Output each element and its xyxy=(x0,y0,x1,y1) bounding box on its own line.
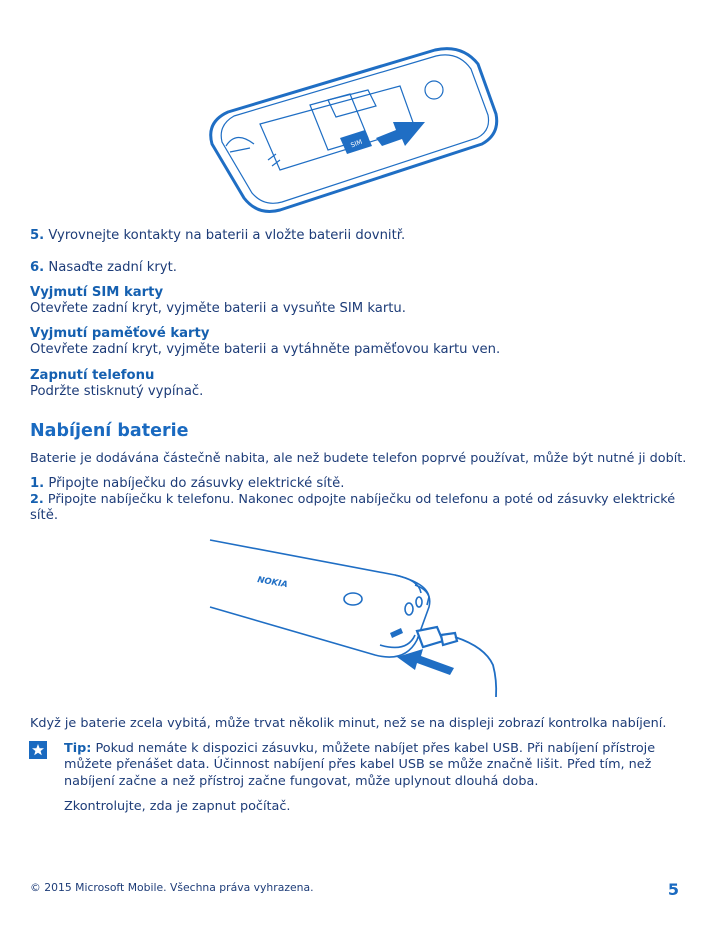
section-body-memory-card: Otevřete zadní kryt, vyjměte baterii a vytáhněte paměťovou kartu ven. xyxy=(30,342,501,357)
charger-cable-icon xyxy=(455,637,496,697)
brand-logo: NOKIA xyxy=(256,575,289,591)
section-heading-power-on: Zapnutí telefonu xyxy=(30,368,155,383)
tip-line-3: nabíjení začne a než přístroj začne fungovat, může uplynout dlouhá doba. xyxy=(64,774,539,789)
copyright-footer: © 2015 Microsoft Mobile. Všechna práva vyhrazena. xyxy=(30,881,314,894)
charger-plug-icon xyxy=(417,627,457,647)
usb-port-icon xyxy=(390,628,403,638)
charging-intro: Baterie je dodávána částečně nabita, ale než budete telefon poprvé používat, může být nutné ji dobít. xyxy=(30,451,687,466)
charging-illustration xyxy=(205,535,505,700)
empty-battery-note: Když je baterie zcela vybitá, může trvat několik minut, než se na displeji zobrazí kontrolka nabíjení. xyxy=(30,716,667,731)
tip-note: Zkontrolujte, zda je zapnut počítač. xyxy=(64,799,291,814)
section-body-power-on: Podržte stisknutý vypínač. xyxy=(30,384,204,399)
charging-step-1: 1. Připojte nabíječku do zásuvky elektrické sítě. xyxy=(30,476,345,491)
charging-step-2: 2. Připojte nabíječku k telefonu. Nakonec odpojte nabíječku od telefonu a poté od zásuvky elektrické xyxy=(30,492,676,507)
section-body-sim-removal: Otevřete zadní kryt, vyjměte baterii a vysuňte SIM kartu. xyxy=(30,301,406,316)
charging-step-2-cont: sítě. xyxy=(30,508,59,523)
star-icon xyxy=(29,741,47,759)
page-section-title: Nabíjení baterie xyxy=(30,421,189,441)
section-heading-memory-card: Vyjmutí paměťové karty xyxy=(30,326,210,341)
step-6: 6. Nasaďte zadní kryt. xyxy=(30,260,177,275)
section-heading-sim-removal: Vyjmutí SIM karty xyxy=(30,285,164,300)
tip-label: Tip: xyxy=(64,741,92,756)
page-number: 5 xyxy=(667,880,679,899)
svg-text:SIM: SIM xyxy=(349,137,364,150)
sim-insertion-illustration xyxy=(200,42,505,217)
tip-line-2: můžete přenášet data. Účinnost nabíjení přes kabel USB se může značně lišit. Před tím, než xyxy=(64,757,652,772)
step-5: 5. Vyrovnejte kontakty na baterii a vložte baterii dovnitř. xyxy=(30,228,406,243)
tip-line-1: Tip: Pokud nemáte k dispozici zásuvku, můžete nabíjet přes kabel USB. Při nabíjení přístroje xyxy=(64,741,656,756)
arrow-icon xyxy=(376,122,425,146)
